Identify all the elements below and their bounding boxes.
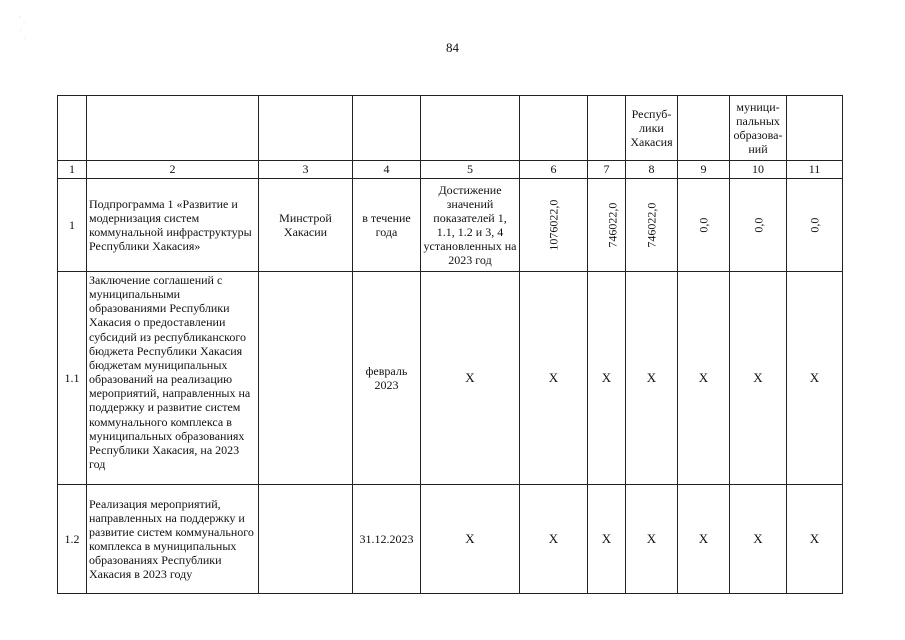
row-name: Реализация мероприятий, направленных на поддержку и развитие систем коммунального комплекса в муниципальных образованиях Республики Хакасия в 2023 году [87,485,259,594]
header-cell [353,96,421,161]
row-col9: Х [678,272,730,485]
value-col8: 746022,0 [644,202,659,248]
row-col7: Х [588,485,626,594]
row-col6 [520,179,588,272]
row-executor [259,272,353,485]
row-result: Х [421,272,520,485]
column-number: 6 [520,161,588,179]
row-col10 [730,179,787,272]
column-number: 2 [87,161,259,179]
row-col8: Х [626,272,678,485]
row-name: Заключение соглашений с муниципальными образованиями Республики Хакасия о предоставлении субсидий из республиканского бюджета Республики Хакасия бюджетам муниципальных образований на реализацию мероприятий, направленных на поддержку и развитие систем коммунального комплекса в муниципальных образованиях Республики Хакасия, на 2023 год [87,272,259,485]
value-col7: 746022,0 [605,202,620,248]
header-cell-col8-label: Респуб- лики Хакасия [626,96,678,161]
header-cell-col10-label: муници- пальных образова- ний [730,96,787,161]
table-row [58,272,843,485]
table-row [58,179,843,272]
header-cell [58,96,87,161]
column-number: 3 [259,161,353,179]
program-table [57,95,843,594]
row-name: Подпрограмма 1 «Развитие и модернизация систем коммунальной инфраструктуры Республики Хакасия» [87,179,259,272]
value-col6: 1076022,0 [546,199,561,251]
header-cell [678,96,730,161]
row-number: 1.1 [58,272,87,485]
row-col6: Х [520,272,588,485]
header-cell [588,96,626,161]
column-number: 9 [678,161,730,179]
column-number: 1 [58,161,87,179]
table-row [58,485,843,594]
header-cell [421,96,520,161]
header-cell [787,96,843,161]
scan-artifact-icon [18,14,28,44]
header-cell [520,96,588,161]
row-result: Достижение значений показателей 1, 1.1, 1.2 и 3, 4 установленных на 2023 год [421,179,520,272]
column-number: 8 [626,161,678,179]
row-col8: Х [626,485,678,594]
row-executor: Минстрой Хакасии [259,179,353,272]
page-number: 84 [446,40,459,55]
row-col11 [787,179,843,272]
value-col9: 0,0 [696,217,711,233]
row-term: в течение года [353,179,421,272]
column-number: 4 [353,161,421,179]
row-number: 1 [58,179,87,272]
value-col11: 0,0 [807,217,822,233]
row-col10: Х [730,272,787,485]
row-col11: Х [787,272,843,485]
header-row-numbers [58,161,843,179]
header-cell [87,96,259,161]
row-col10: Х [730,485,787,594]
row-term: 31.12.2023 [353,485,421,594]
row-result: Х [421,485,520,594]
row-col8 [626,179,678,272]
column-number: 5 [421,161,520,179]
column-number: 10 [730,161,787,179]
value-col10: 0,0 [750,217,765,233]
column-number: 7 [588,161,626,179]
header-row-labels [58,96,843,161]
row-col11: Х [787,485,843,594]
row-executor [259,485,353,594]
row-col9: Х [678,485,730,594]
column-number: 11 [787,161,843,179]
row-col7: Х [588,272,626,485]
row-term: февраль 2023 [353,272,421,485]
header-cell [259,96,353,161]
row-number: 1.2 [58,485,87,594]
row-col9 [678,179,730,272]
row-col6: Х [520,485,588,594]
row-col7 [588,179,626,272]
